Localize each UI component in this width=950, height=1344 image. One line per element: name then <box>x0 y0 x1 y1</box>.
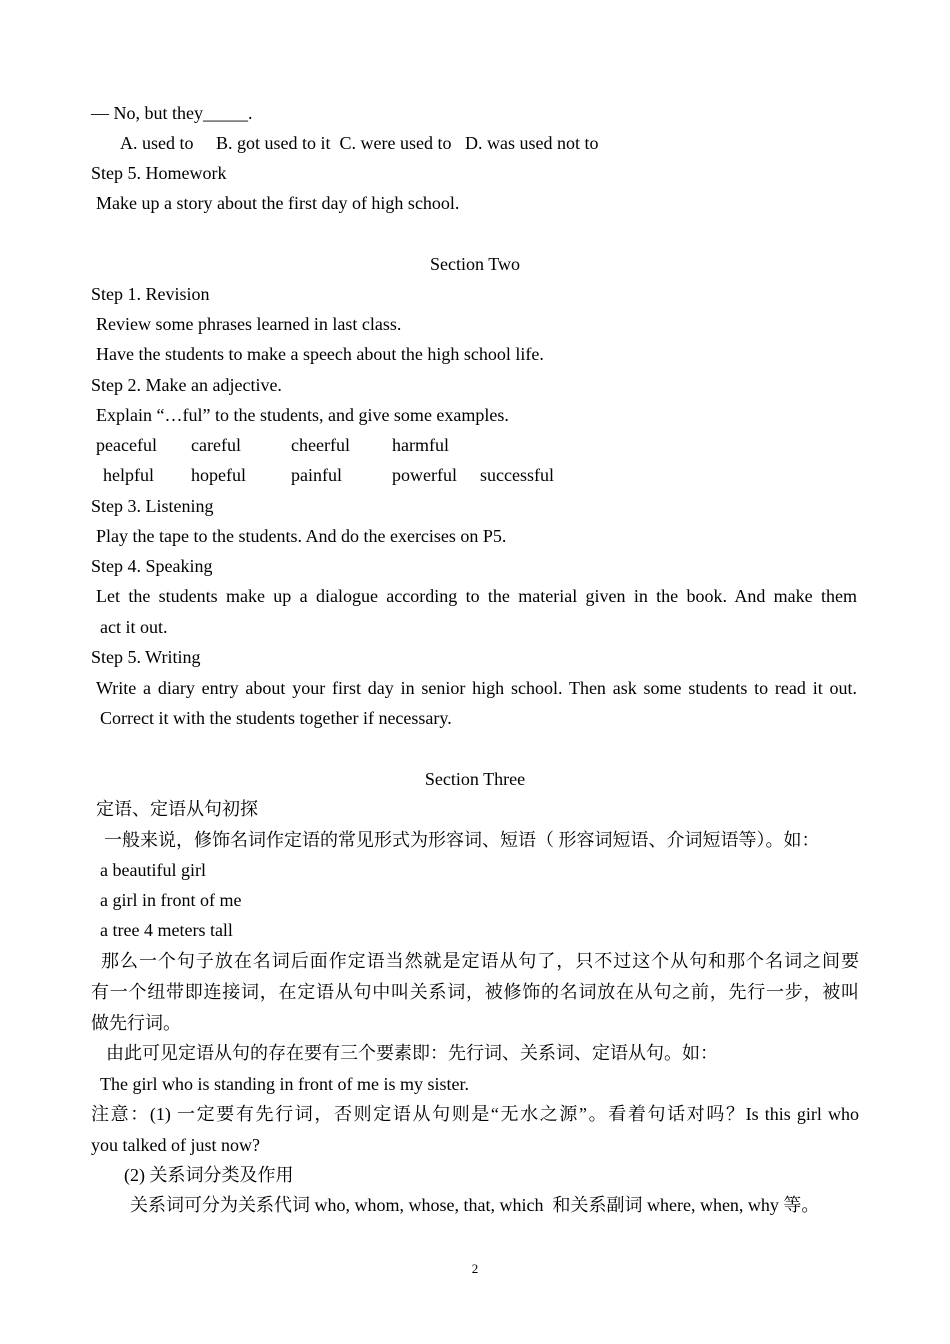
section-title: Section Two <box>430 254 520 274</box>
answer-options: A. used to B. got used to it C. were used to D. was used not to <box>120 133 599 153</box>
paragraph-text: 由此可见定语从句的存在要有三个要素即：先行词、关系词、定语从句。如： <box>106 1043 718 1063</box>
example-phrase: a tree 4 meters tall <box>100 920 233 940</box>
step-heading: Step 3. Listening <box>91 496 214 516</box>
step-text: Make up a story about the first day of high school. <box>96 193 460 213</box>
step-text: Explain “…ful” to the students, and give some examples. <box>96 405 509 425</box>
example-sentence: The girl who is standing in front of me is my sister. <box>100 1074 469 1094</box>
adjective-word: harmful <box>392 435 449 455</box>
adjective-word: careful <box>191 435 241 455</box>
adjective-word: successful <box>480 465 554 485</box>
adjective-word: helpful <box>103 465 154 485</box>
step-text: Let the students make up a dialogue according to the material given in the book. And make them <box>96 586 857 606</box>
answer-line: — No, but they_____. <box>91 103 253 123</box>
step-heading: Step 1. Revision <box>91 284 210 304</box>
note-text: you talked of just now? <box>91 1135 260 1155</box>
step-heading: Step 5. Homework <box>91 163 227 183</box>
note-text: 关系词可分为关系代词 who, whom, whose, that, which 和关系副词 where, when, why 等。 <box>130 1195 820 1215</box>
adjective-word: peaceful <box>96 435 157 455</box>
step-heading: Step 5. Writing <box>91 647 201 667</box>
example-phrase: a girl in front of me <box>100 890 242 910</box>
step-text: Write a diary entry about your first day in senior high school. Then ask some students to read it out. <box>96 678 857 698</box>
paragraph-text: 做先行词。 <box>91 1013 181 1033</box>
step-text: Play the tape to the students. And do the exercises on P5. <box>96 526 507 546</box>
adjective-word: cheerful <box>291 435 350 455</box>
adjective-word: hopeful <box>191 465 246 485</box>
paragraph-text: 有一个纽带即连接词，在定语从句中叫关系词，被修饰的名词放在从句之前，先行一步，被叫 <box>91 982 859 1002</box>
step-text: act it out. <box>100 617 168 637</box>
note-subheading: (2) 关系词分类及作用 <box>124 1165 294 1185</box>
step-heading: Step 4. Speaking <box>91 556 213 576</box>
page-number: 2 <box>471 1261 479 1276</box>
step-text: Correct it with the students together if necessary. <box>100 708 452 728</box>
section-title: Section Three <box>424 769 526 789</box>
step-heading: Step 2. Make an adjective. <box>91 375 282 395</box>
example-phrase: a beautiful girl <box>100 860 206 880</box>
adjective-word: powerful <box>392 465 457 485</box>
topic-heading: 定语、定语从句初探 <box>96 799 258 819</box>
step-text: Review some phrases learned in last class. <box>96 314 402 334</box>
adjective-word: painful <box>291 465 342 485</box>
paragraph-text: 那么一个句子放在名词后面作定语当然就是定语从句了，只不过这个从句和那个名词之间要 <box>101 951 859 971</box>
paragraph-text: 一般来说，修饰名词作定语的常见形式为形容词、短语（ 形容词短语、介词短语等）。如： <box>104 830 820 850</box>
note-text: 注意：(1) 一定要有先行词，否则定语从句则是“无水之源”。看着句话对吗？Is this girl who <box>91 1104 859 1124</box>
step-text: Have the students to make a speech about the high school life. <box>96 344 544 364</box>
